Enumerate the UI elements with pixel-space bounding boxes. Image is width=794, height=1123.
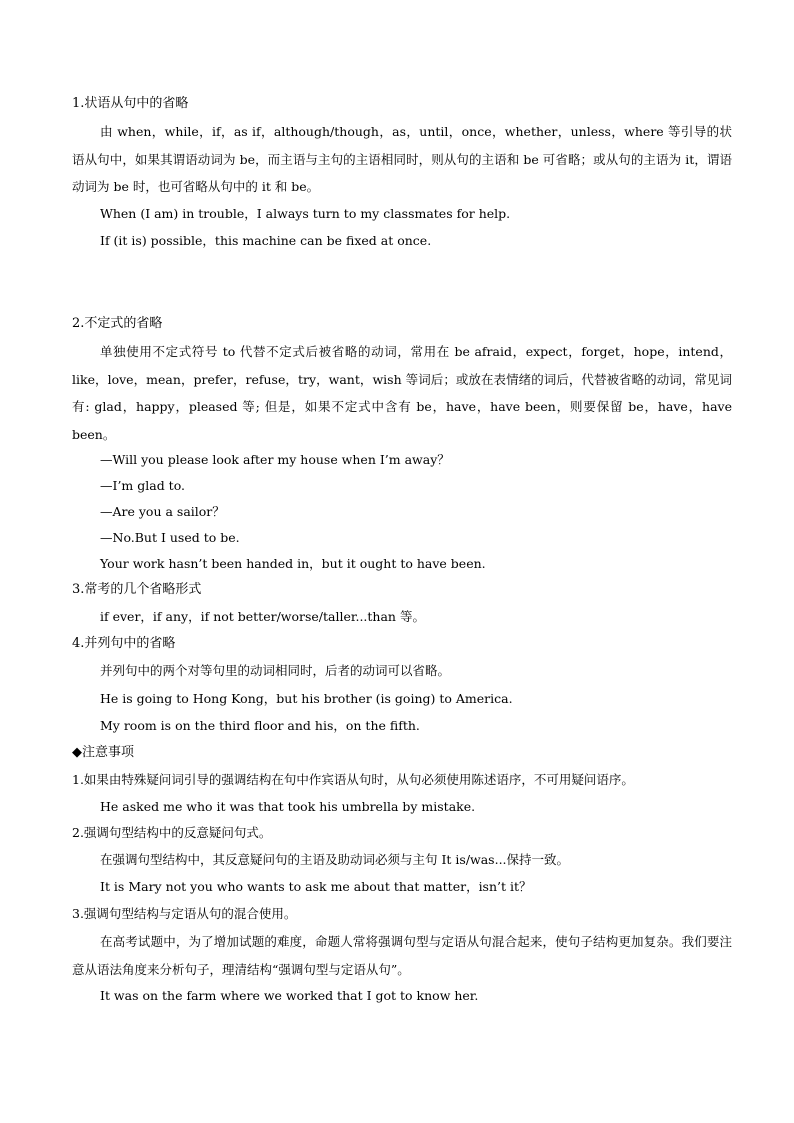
- paragraph-adverbial: 由 when，while，if，as if，although/though，as，until，once，whether，unless，where 等引导的状语从句中，如果其谓语动词为 be，而主语与主句的主语相同时，则从句的主语和 be 可省略；或从句的主语为 it，谓语动词为 be 时，也可省略从句中的 it 和 be。: [72, 124, 732, 194]
- example-line: —No.But I used to be.: [100, 530, 240, 545]
- note-2-heading: 2.强调句型结构中的反意疑问句式。: [72, 825, 272, 840]
- example-line: He is going to Hong Kong，but his brother (is going) to America.: [100, 691, 513, 706]
- section-heading-common-forms: 3.常考的几个省略形式: [72, 582, 202, 597]
- example-line: —Will you please look after my house when I’m away？: [100, 452, 450, 467]
- example-line: Your work hasn’t been handed in，but it ought to have been.: [100, 556, 486, 571]
- note-3-paragraph: 在高考试题中，为了增加试题的难度，命题人常将强调句型与定语从句混合起来，使句子结构更加复杂。我们要注意从语法角度来分析句子，理清结构“强调句型与定语从句”。: [72, 934, 732, 977]
- example-line: —Are you a sailor？: [100, 504, 225, 519]
- section-heading-coordinate: 4.并列句中的省略: [72, 636, 176, 651]
- example-line: He asked me who it was that took his umbrella by mistake.: [100, 799, 476, 814]
- example-line: It was on the farm where we worked that I got to know her.: [100, 988, 479, 1003]
- example-line: If (it is) possible，this machine can be fixed at once.: [100, 233, 432, 248]
- paragraph-infinitive: 单独使用不定式符号 to 代替不定式后被省略的动词，常用在 be afraid，expect，forget，hope，intend，like，love，mean，prefer，refuse，try，want，wish 等词后；或放在表情绪的词后，代替被省略的动词，常见词有: glad，happy，pleased 等; 但是，如果不定式中含有 be，have，have been，则要保留 be，have，have been。: [72, 344, 732, 442]
- example-line: My room is on the third floor and his，on the fifth.: [100, 718, 420, 733]
- note-3-heading: 3.强调句型结构与定语从句的混合使用。: [72, 906, 297, 921]
- notes-heading: ◆注意事项: [72, 745, 134, 760]
- example-line: —I’m glad to.: [100, 478, 185, 493]
- example-line: When (I am) in trouble，I always turn to my classmates for help.: [100, 206, 511, 221]
- section-heading-adverbial: 1.状语从句中的省略: [72, 96, 189, 111]
- example-line: It is Mary not you who wants to ask me about that matter，isn’t it？: [100, 879, 532, 894]
- section-heading-infinitive: 2.不定式的省略: [72, 316, 163, 331]
- example-line: if ever，if any，if not better/worse/taller...than 等。: [100, 609, 425, 624]
- note-1-text: 1.如果由特殊疑问词引导的强调结构在句中作宾语从句时，从句必须使用陈述语序，不可用疑问语序。: [72, 772, 634, 787]
- note-2-text: 在强调句型结构中，其反意疑问句的主语及助动词必须与主句 It is/was...保持一致。: [100, 852, 570, 867]
- paragraph-coordinate: 并列句中的两个对等句里的动词相同时，后者的动词可以省略。: [100, 663, 451, 678]
